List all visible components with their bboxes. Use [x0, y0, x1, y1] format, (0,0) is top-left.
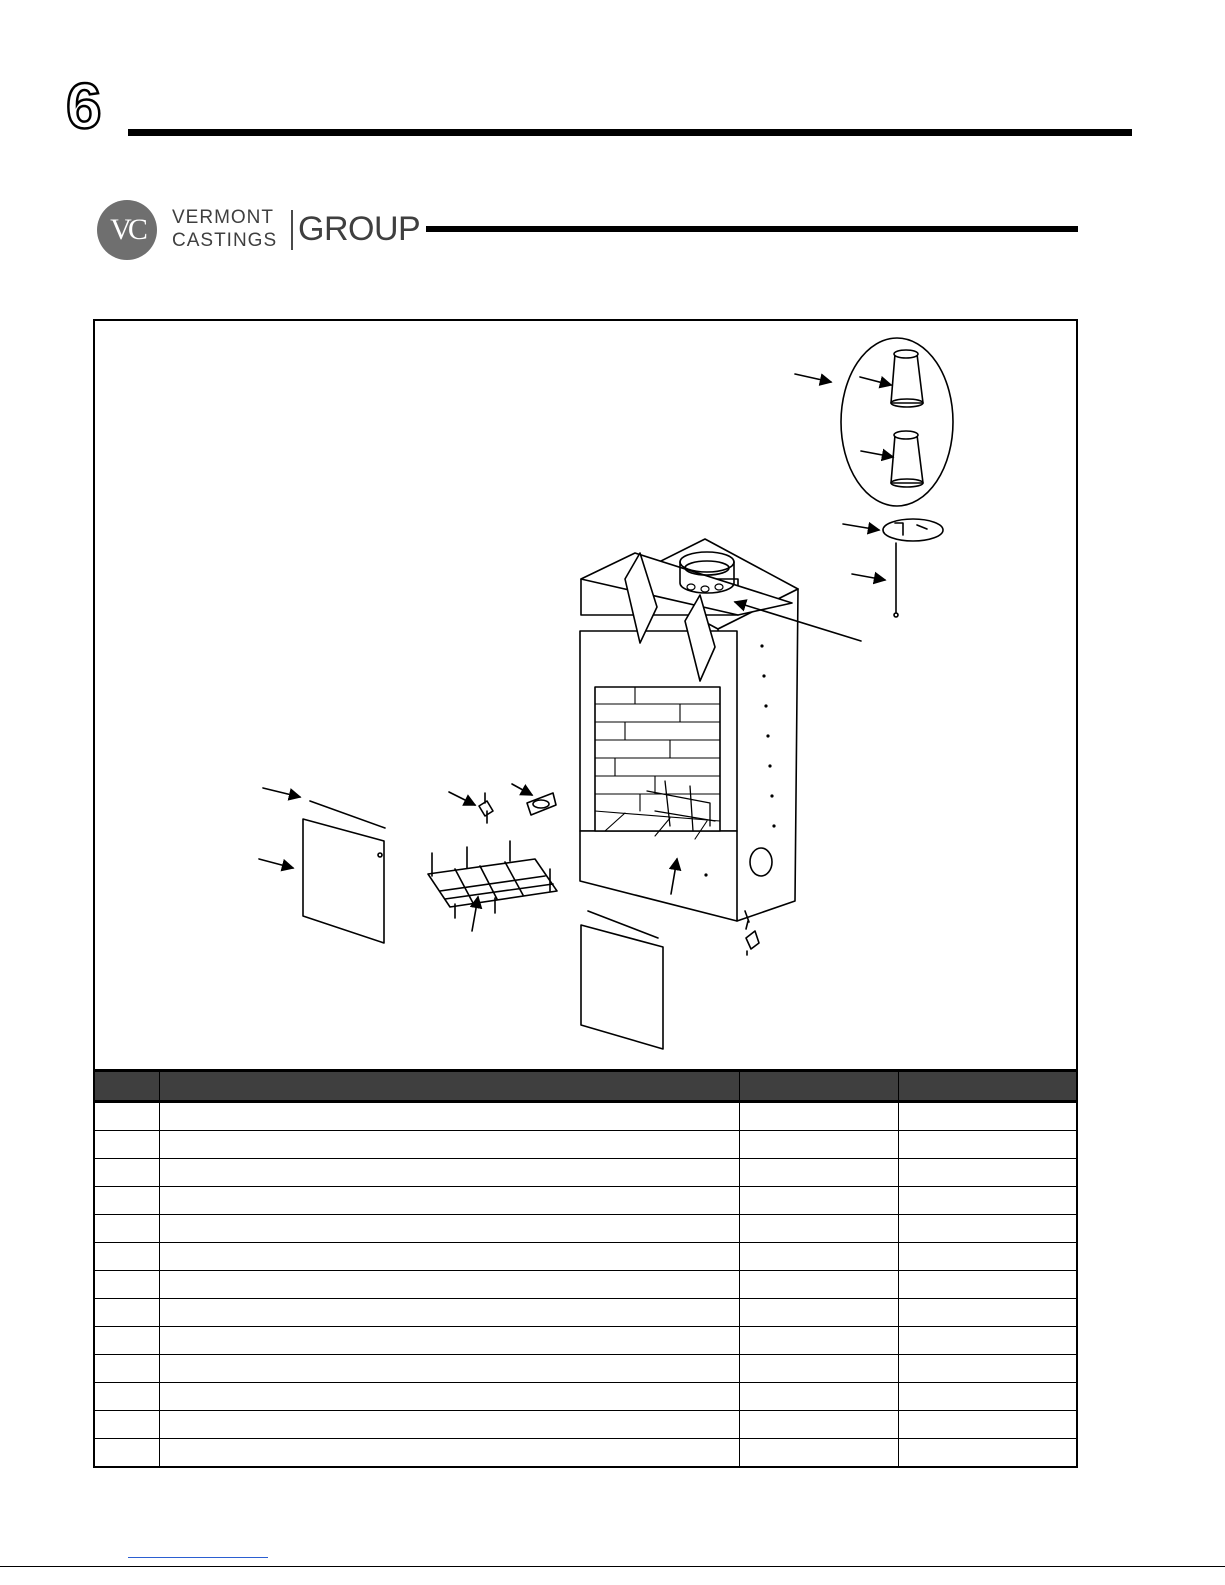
table-cell: [898, 1327, 1076, 1355]
section-header-rule: [128, 129, 1132, 136]
table-cell: [95, 1355, 159, 1383]
footer-link-underline: [128, 1556, 268, 1558]
table-cell: [95, 1159, 159, 1187]
table-row: [95, 1102, 1076, 1131]
table-cell: [95, 1243, 159, 1271]
table-cell: [898, 1411, 1076, 1439]
table-cell: [159, 1131, 739, 1159]
table-cell: [739, 1159, 898, 1187]
parts-figure-frame: [93, 319, 1078, 1468]
table-row: [95, 1271, 1076, 1299]
right-door-panel: [581, 911, 663, 1049]
table-cell: [95, 1299, 159, 1327]
table-cell: [739, 1187, 898, 1215]
exploded-parts-diagram: [95, 321, 1076, 1069]
table-cell: [739, 1411, 898, 1439]
table-header-row: [95, 1071, 1076, 1102]
table-cell: [739, 1215, 898, 1243]
table-cell: [159, 1243, 739, 1271]
damper-rod: [852, 543, 898, 617]
table-cell: [159, 1383, 739, 1411]
table-cell: [898, 1102, 1076, 1131]
table-cell: [739, 1243, 898, 1271]
table-cell: [898, 1355, 1076, 1383]
vermont-castings-group-logo: [97, 200, 1087, 260]
table-cell: [739, 1327, 898, 1355]
brand-rule: [426, 226, 1078, 232]
brand-line-1: VERMONT: [172, 207, 274, 228]
table-cell: [159, 1187, 739, 1215]
damper-plate: [843, 519, 943, 541]
table-cell: [159, 1439, 739, 1468]
table-cell: [95, 1215, 159, 1243]
table-cell: [898, 1131, 1076, 1159]
table-cell: [159, 1102, 739, 1131]
header-cell: [739, 1071, 898, 1102]
table-cell: [898, 1271, 1076, 1299]
table-cell: [95, 1439, 159, 1468]
table-cell: [159, 1215, 739, 1243]
table-cell: [739, 1383, 898, 1411]
table-row: [95, 1215, 1076, 1243]
flue-pipe-sections: [795, 338, 953, 506]
table-cell: [159, 1355, 739, 1383]
table-cell: [898, 1299, 1076, 1327]
table-cell: [739, 1439, 898, 1468]
table-row: [95, 1355, 1076, 1383]
table-cell: [898, 1383, 1076, 1411]
table-row: [95, 1159, 1076, 1187]
table-cell: [898, 1215, 1076, 1243]
table-row: [95, 1411, 1076, 1439]
table-cell: [898, 1439, 1076, 1468]
table-row: [95, 1187, 1076, 1215]
table-cell: [95, 1411, 159, 1439]
table-row: [95, 1327, 1076, 1355]
table-cell: [159, 1411, 739, 1439]
table-cell: [739, 1131, 898, 1159]
table-cell: [159, 1271, 739, 1299]
table-cell: [159, 1299, 739, 1327]
table-cell: [95, 1131, 159, 1159]
brand-group-word: GROUP: [298, 210, 421, 248]
left-door-panel: [259, 788, 385, 943]
table-cell: [159, 1159, 739, 1187]
table-cell: [739, 1271, 898, 1299]
table-cell: [739, 1355, 898, 1383]
header-cell: [95, 1071, 159, 1102]
table-cell: [739, 1299, 898, 1327]
table-cell: [95, 1102, 159, 1131]
table-cell: [898, 1159, 1076, 1187]
table-cell: [95, 1327, 159, 1355]
table-cell: [95, 1271, 159, 1299]
table-row: [95, 1299, 1076, 1327]
section-number: 6: [66, 70, 102, 142]
header-cell: [159, 1071, 739, 1102]
footer-rule: [0, 1566, 1225, 1567]
table-cell: [95, 1187, 159, 1215]
table-row: [95, 1383, 1076, 1411]
table-cell: [95, 1383, 159, 1411]
table-cell: [159, 1327, 739, 1355]
table-cell: [898, 1243, 1076, 1271]
table-cell: [739, 1102, 898, 1131]
brand-line-2: CASTINGS: [172, 230, 278, 251]
table-row: [95, 1131, 1076, 1159]
parts-list-table: [95, 1069, 1076, 1468]
header-cell: [898, 1071, 1076, 1102]
vc-monogram-logo: VC: [97, 200, 157, 260]
table-row: [95, 1439, 1076, 1468]
table-row: [95, 1243, 1076, 1271]
log-grate: [428, 841, 557, 931]
brand-separator: [291, 210, 293, 250]
firebox-assembly: [580, 539, 798, 921]
table-cell: [898, 1187, 1076, 1215]
